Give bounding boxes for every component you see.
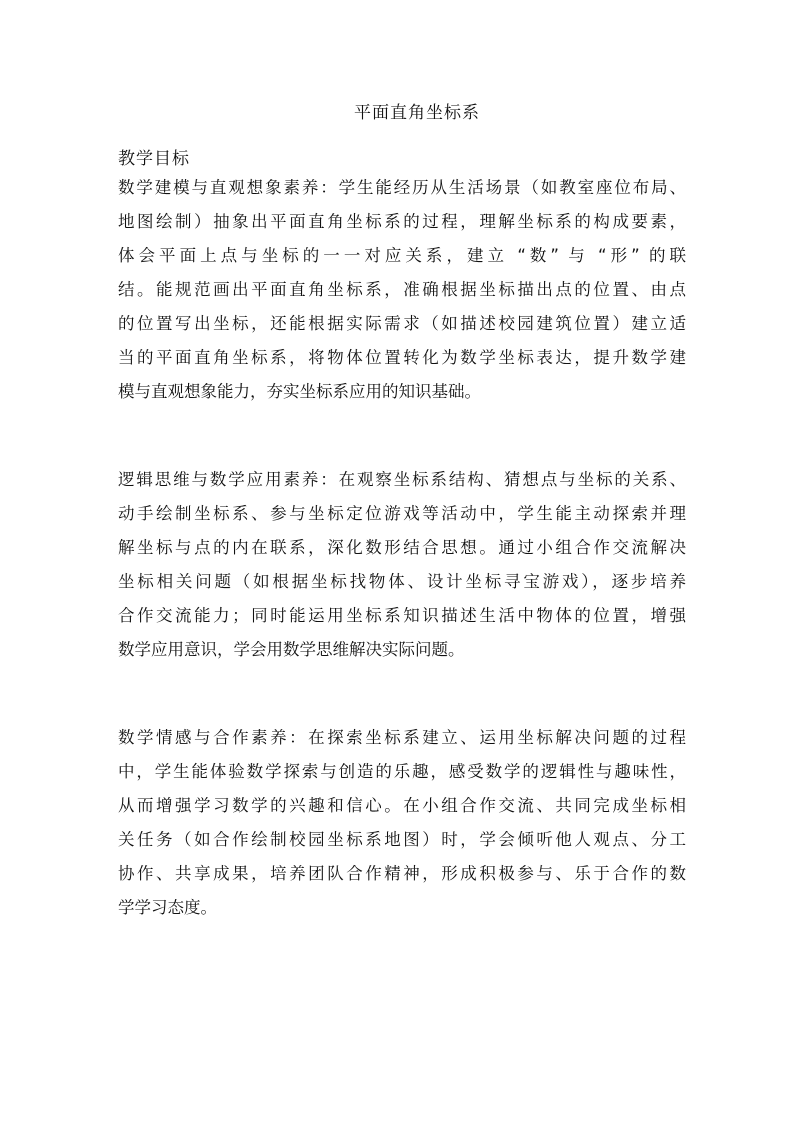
paragraph-logic xyxy=(118,463,686,667)
paragraph-line: 地图绘制）抽象出平面直角坐标系的过程，理解坐标系的构成要素， xyxy=(118,212,686,231)
document-title: 平面直角坐标系 xyxy=(354,103,480,123)
paragraph-line: 协作、共享成果，培养团队合作精神，形成积极参与、乐于合作的数 xyxy=(118,864,686,883)
paragraph-line: 当的平面直角坐标系，将物体位置转化为数学坐标表达，提升数学建 xyxy=(118,348,686,367)
paragraph-line: 数学应用意识，学会用数学思维解决实际问题。 xyxy=(118,640,465,659)
paragraph-line: 模与直观想象能力，夯实坐标系应用的知识基础。 xyxy=(118,382,481,401)
paragraph-line: 逻辑思维与数学应用素养：在观察坐标系结构、猜想点与坐标的关系、 xyxy=(118,470,686,489)
paragraph-line: 解坐标与点的内在联系，深化数形结合思想。通过小组合作交流解决 xyxy=(118,538,686,557)
paragraph-line: 合作交流能力；同时能运用坐标系知识描述生活中物体的位置，增强 xyxy=(118,606,686,625)
paragraph-line: 坐标相关问题（如根据坐标找物体、设计坐标寻宝游戏），逐步培养 xyxy=(118,572,686,591)
paragraph-line: 数学建模与直观想象素养：学生能经历从生活场景（如教室座位布局、 xyxy=(118,178,686,197)
paragraph-line: 从而增强学习数学的兴趣和信心。在小组合作交流、共同完成坐标相 xyxy=(118,796,686,815)
paragraph-line: 关任务（如合作绘制校园坐标系地图）时，学会倾听他人观点、分工 xyxy=(118,830,686,849)
paragraph-line: 中，学生能体验数学探索与创造的乐趣，感受数学的逻辑性与趣味性， xyxy=(118,762,686,781)
paragraph-line: 体会平面上点与坐标的一一对应关系，建立 “数” 与 “形” 的联 xyxy=(118,246,686,265)
section-heading: 教学目标 xyxy=(118,149,190,169)
paragraph-line: 结。能规范画出平面直角坐标系，准确根据坐标描出点的位置、由点 xyxy=(118,280,686,299)
paragraph-line: 动手绘制坐标系、参与坐标定位游戏等活动中，学生能主动探索并理 xyxy=(118,504,686,523)
paragraph-line: 的位置写出坐标，还能根据实际需求（如描述校园建筑位置）建立适 xyxy=(118,314,686,333)
paragraph-emotion xyxy=(118,721,686,925)
paragraph-modeling xyxy=(118,171,686,409)
paragraph-line: 学学习态度。 xyxy=(118,898,217,917)
paragraph-line: 数学情感与合作素养：在探索坐标系建立、运用坐标解决问题的过程 xyxy=(118,728,686,747)
